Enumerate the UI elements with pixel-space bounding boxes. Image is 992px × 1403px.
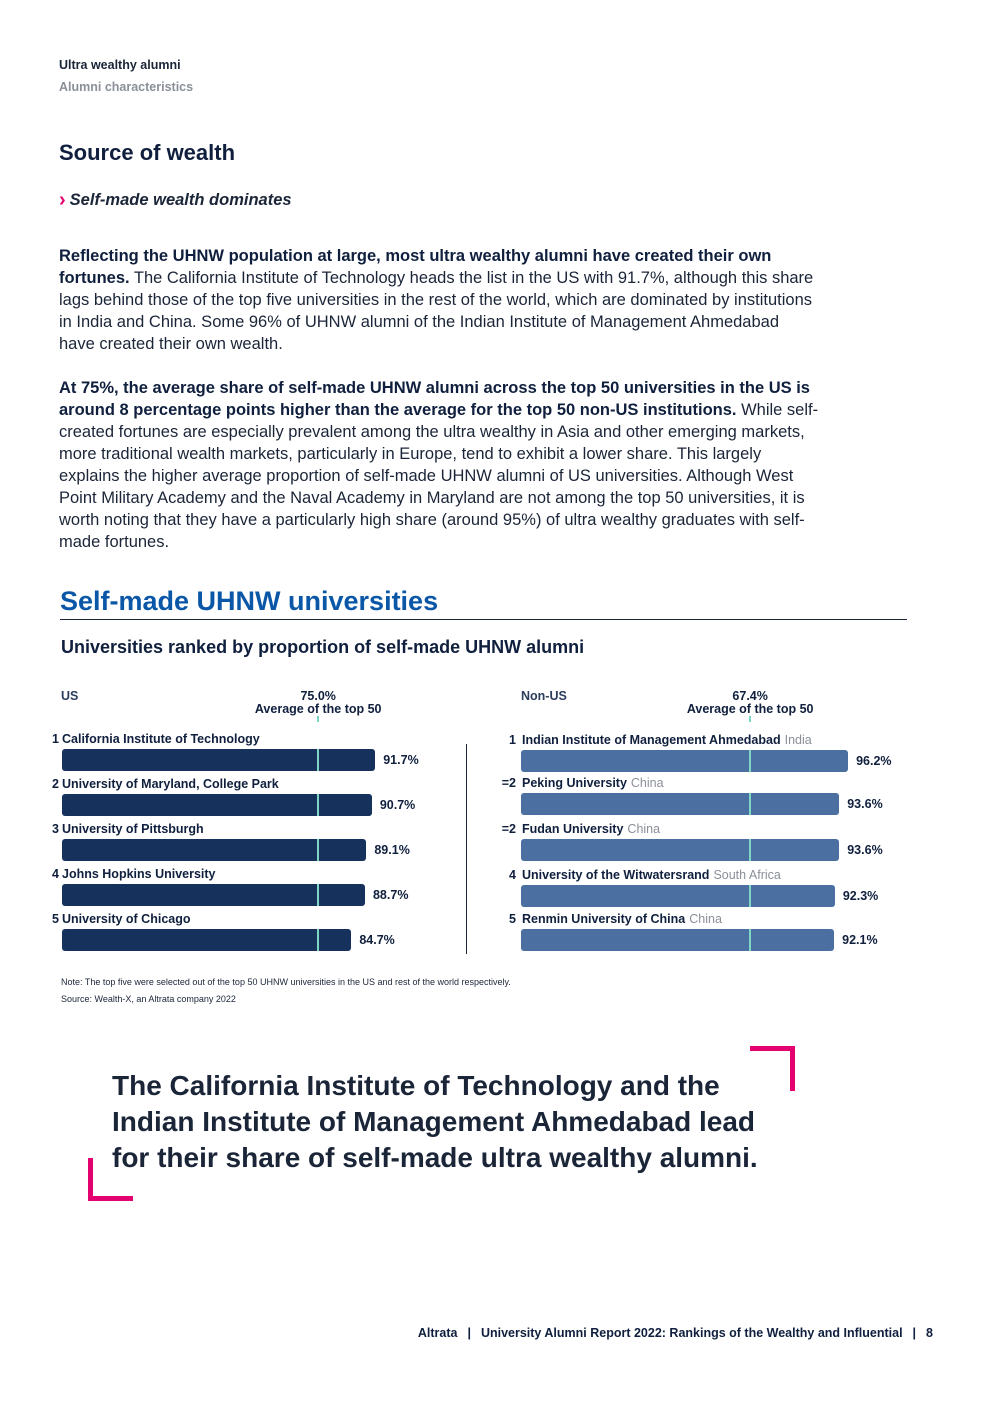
bar (62, 884, 365, 906)
paragraph-2 (59, 377, 819, 553)
footer-report: University Alumni Report 2022: Rankings of the Wealthy and Influential (480, 1326, 903, 1340)
university-name (522, 912, 722, 926)
university-name (522, 733, 812, 747)
footer-separator: | (467, 1326, 471, 1340)
average-line (317, 749, 319, 771)
page-number: 8 (926, 1326, 933, 1340)
data-label: 92.3% (842, 889, 879, 903)
average-value: 75.0% (300, 689, 336, 703)
bar (62, 929, 351, 951)
paragraph-1-body: The California Institute of Technology heads the list in the US with 91.7%, although this share lags behind those of the top five universities in the rest of the world, which are dominated by institutions in India and China. Some 96% of UHNW alumni of the Indian Institute of Management Ahmedabad have created their own wealth. (59, 269, 814, 353)
rank-label: 2 (52, 777, 59, 791)
callout-text: Self-made wealth dominates (69, 190, 292, 209)
bar (62, 794, 372, 816)
data-label: 89.1% (374, 843, 410, 857)
university-label: Indian Institute of Management Ahmedabad (522, 733, 781, 747)
data-label: 88.7% (372, 888, 409, 902)
country-label: China (630, 776, 664, 790)
university-label: University of the Witwatersrand (522, 868, 710, 882)
rank-label: 3 (52, 822, 59, 836)
quote-bracket-bottom-icon (88, 1158, 133, 1201)
average-caption: Average of the top 50 (254, 702, 382, 716)
average-tick (749, 716, 751, 722)
subsection-label: Alumni characteristics (59, 80, 194, 94)
average-line (317, 839, 319, 861)
average-line (749, 750, 751, 772)
average-line (749, 839, 751, 861)
bar (62, 749, 375, 771)
average-label (238, 690, 398, 716)
paragraph-2-lead: At 75%, the average share of self-made UHNW alumni across the top 50 universities in the US is around 8 percentage points higher than the average for the top 50 non-US institutions. (59, 379, 810, 419)
rank-label: 1 (52, 732, 59, 746)
university-name (522, 776, 664, 790)
country-label: India (784, 733, 812, 747)
rank-label: 4 (52, 867, 59, 881)
page-title: Source of wealth (59, 140, 236, 165)
university-name (522, 822, 660, 836)
university-label: University of Maryland, College Park (62, 777, 279, 791)
rank-label: 5 (52, 912, 59, 926)
chart-note: Note: The top five were selected out of the top 50 UHNW universities in the US and rest of the world respectively. (61, 977, 511, 987)
country-label: China (689, 912, 722, 926)
university-name (62, 822, 204, 836)
average-label (670, 690, 830, 716)
rank-label: 4 (509, 868, 516, 882)
average-line (749, 929, 751, 951)
data-label: 96.2% (856, 754, 892, 768)
paragraph-2-body: While self-created fortunes are especially prevalent among the ultra wealthy in Asia and other emerging markets, more traditional wealth markets, particularly in Europe, tend to exhibit a lower share. This largely explains the higher average proportion of self-made UHNW alumni of US universities. Although West Point Military Academy and the Naval Academy in Maryland are not among the top 50 universities, it is worth noting that they have a particularly high share (around 95%) of ultra wealthy graduates with self-made fortunes. (59, 401, 819, 551)
chart-subtitle: Universities ranked by proportion of self-made UHNW alumni (61, 637, 585, 657)
chart-title: Self-made UHNW universities (60, 586, 439, 616)
average-value: 67.4% (732, 689, 768, 703)
bar (521, 793, 839, 815)
rank-label: 1 (509, 733, 516, 747)
university-label: California Institute of Technology (62, 732, 260, 746)
country-label: China (627, 822, 661, 836)
university-name (62, 867, 216, 881)
average-line (749, 885, 751, 907)
section-label: Ultra wealthy alumni (59, 58, 181, 72)
group-label: US (61, 689, 79, 703)
title-rule (60, 619, 907, 620)
data-label: 93.6% (847, 843, 883, 857)
bar (521, 929, 834, 951)
paragraph-1 (59, 245, 819, 355)
university-label: University of Chicago (62, 912, 191, 926)
university-label: Peking University (522, 776, 627, 790)
average-tick (317, 716, 319, 722)
paragraph-1-lead: Reflecting the UHNW population at large, most ultra wealthy alumni have created their own fortunes. (59, 247, 772, 287)
university-name (62, 912, 191, 926)
average-line (317, 794, 319, 816)
chevron-right-icon: › (59, 189, 66, 211)
university-label: University of Pittsburgh (62, 822, 204, 836)
rank-label: =2 (501, 822, 516, 836)
average-line (317, 929, 319, 951)
data-label: 92.1% (842, 933, 878, 947)
bar (521, 839, 839, 861)
country-label: South Africa (713, 868, 781, 882)
data-label: 90.7% (379, 798, 416, 812)
average-line (317, 884, 319, 906)
bar (62, 839, 366, 861)
callout (59, 190, 292, 210)
footer (418, 1326, 933, 1340)
data-label: 84.7% (359, 933, 395, 947)
university-label: Renmin University of China (522, 912, 686, 926)
bar (521, 750, 848, 772)
rank-label: 5 (509, 912, 516, 926)
footer-separator: | (912, 1326, 917, 1340)
group-label: Non-US (521, 689, 567, 703)
university-label: Johns Hopkins University (62, 867, 216, 881)
chart-source: Source: Wealth-X, an Altrata company 2022 (61, 994, 236, 1004)
average-caption: Average of the top 50 (686, 702, 814, 716)
group-divider (466, 744, 467, 954)
university-name (522, 868, 781, 882)
rank-label: =2 (501, 776, 516, 790)
data-label: 93.6% (847, 797, 883, 811)
bar (521, 885, 835, 907)
university-name (62, 732, 260, 746)
university-name (62, 777, 279, 791)
average-line (749, 793, 751, 815)
footer-brand: Altrata (417, 1326, 458, 1340)
university-label: Fudan University (522, 822, 624, 836)
pull-quote: The California Institute of Technology and the Indian Institute of Management Ahmedabad lead for their share of self-made ultra wealthy alumni. (112, 1070, 758, 1173)
data-label: 91.7% (383, 753, 419, 767)
